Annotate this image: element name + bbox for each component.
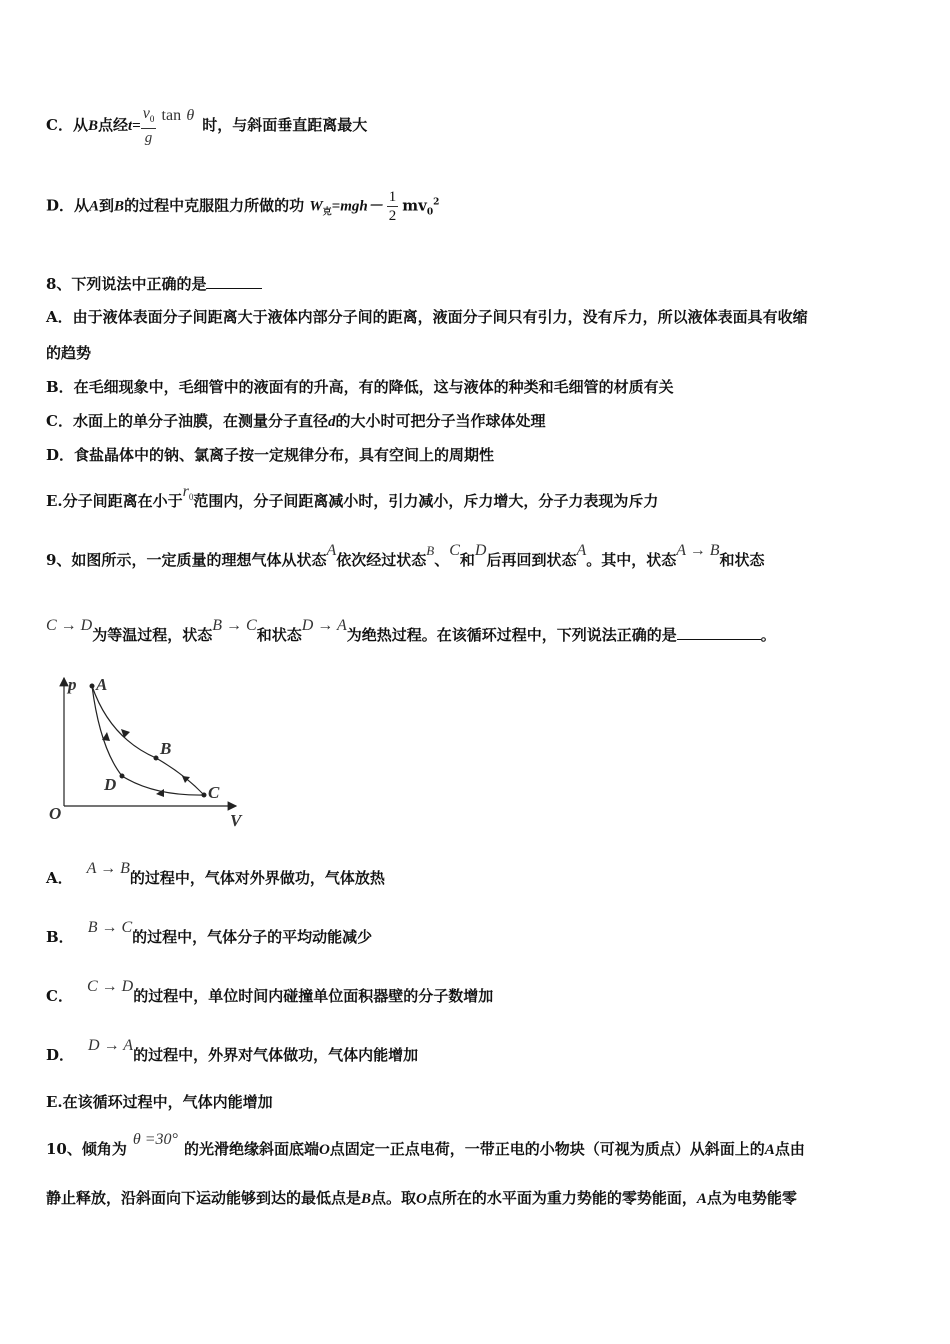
text: E.分子间距离在小于 [46, 492, 183, 510]
point-d [120, 774, 125, 779]
point-a: A [696, 1191, 707, 1207]
text: 的大小时可把分子当作球体处理 [335, 412, 546, 430]
mv-sup: 2 [433, 197, 440, 208]
text: 依次经过状态 [336, 551, 427, 569]
option-label: C．从 [46, 116, 88, 134]
text: 的过程中克服阻力所做的功 [124, 196, 305, 215]
text: 的光滑绝缘斜面底端 [183, 1140, 319, 1158]
option-label: C． [46, 987, 73, 1005]
answer-blank [206, 276, 262, 289]
q10-stem-line2 [46, 1187, 797, 1208]
mv-sub: 0 [426, 207, 434, 218]
text: 范围内，分子间距离减小时，引力减小，斥力增大，分子力表现为斥力 [193, 492, 659, 510]
point-b: B [114, 198, 125, 215]
text: 点经 [97, 116, 128, 134]
text: C．水面上的单分子油膜，在测量分子直径 [46, 412, 328, 430]
r0-sub: 0 [188, 492, 194, 502]
process-bc: B → C [87, 919, 133, 936]
pv-diagram [44, 668, 254, 833]
point-label: B [87, 118, 98, 134]
option-label: A． [46, 869, 73, 887]
time-var: t= [127, 118, 141, 134]
text: 。 [760, 626, 776, 644]
option-text: 时，与斜面垂直距离最大 [202, 116, 368, 134]
label-p: p [68, 675, 77, 694]
curve-bc [156, 758, 204, 795]
text: 到 [99, 196, 115, 215]
work-var: W [309, 198, 323, 215]
option-d-prev [46, 188, 439, 225]
option-c-prev [46, 105, 367, 147]
q8-option-e [46, 483, 659, 512]
text: 点固定一正点电荷，一带正电的小物块（可视为质点）从斜面上的 [329, 1140, 765, 1158]
point-a: A [764, 1142, 775, 1158]
q9-stem-line1 [46, 542, 765, 570]
text: 和状态 [719, 551, 765, 569]
work-sub: 克 [322, 207, 332, 218]
point-b [154, 756, 159, 761]
label-v: V [230, 811, 242, 830]
text: 和 [459, 551, 475, 569]
q8-option-a-cont: 的趋势 [46, 344, 92, 362]
point-b: B [361, 1191, 372, 1207]
state-b: B [426, 543, 435, 558]
q8-option-c [46, 410, 545, 431]
point-a [90, 684, 95, 689]
option-text: 的过程中，气体分子的平均动能减少 [132, 928, 373, 946]
answer-blank [677, 627, 761, 640]
point-o: O [416, 1191, 427, 1207]
text: 9、如图所示，一定质量的理想气体从状态 [46, 551, 327, 569]
q9-option-e: E.在该循环过程中，气体内能增加 [46, 1093, 273, 1111]
arrow-ab [121, 729, 130, 738]
option-label: D．从 [46, 196, 90, 215]
q8-option-b: B．在毛细现象中，毛细管中的液面有的升高，有的降低，这与液体的种类和毛细管的材质有关 [46, 378, 674, 396]
text: 为绝热过程。在该循环过程中，下列说法正确的是 [346, 626, 677, 644]
text: 和状态 [256, 626, 302, 644]
text: 静止释放，沿斜面向下运动能够到达的最低点是 [46, 1189, 362, 1207]
arrow-bc [182, 776, 190, 783]
fraction-half [387, 188, 399, 225]
point-c [202, 793, 207, 798]
option-label: B． [46, 928, 74, 946]
process-da: D → A [301, 617, 347, 634]
q9-option-b [46, 919, 373, 947]
process-da: D → A [88, 1037, 134, 1054]
label-c: C [208, 783, 220, 802]
text: 点由 [774, 1140, 805, 1158]
arrow-da [102, 732, 110, 741]
label-d: D [104, 775, 117, 794]
fraction-v0-g [141, 105, 157, 147]
q9-option-c [46, 978, 494, 1006]
r0-var: r [182, 483, 189, 500]
q8-option-a: A．由于液体表面分子间距离大于液体内部分子间的距离，液面分子间只有引力，没有斥力，所以液体表面具有收缩 [46, 308, 808, 326]
state-d: D [474, 542, 487, 559]
option-text: 的过程中，单位时间内碰撞单位面积器壁的分子数增加 [133, 987, 494, 1005]
label-o: O [49, 804, 62, 823]
diameter-var: d [327, 414, 336, 430]
option-text: 的过程中，外界对气体做功，气体内能增加 [133, 1046, 419, 1064]
text: 为等温过程，状态 [92, 626, 213, 644]
frac-num-sub: 0 [149, 114, 155, 124]
text: 后再回到状态 [486, 551, 577, 569]
text: 点为电势能零 [706, 1189, 797, 1207]
q10-stem-line1 [46, 1131, 805, 1159]
q8-option-d: D．食盐晶体中的钠、氯离子按一定规律分布，具有空间上的周期性 [46, 446, 495, 464]
process-cd: C → D [46, 617, 93, 634]
equation: =mgh－ [331, 198, 383, 215]
frac-den: g [144, 130, 153, 146]
question-stem: 8、下列说法中正确的是 [46, 275, 207, 293]
q9-option-a [46, 860, 385, 888]
text: 。其中，状态 [586, 551, 677, 569]
label-b: B [160, 739, 172, 758]
text: 、 [434, 551, 450, 569]
option-label: D． [46, 1046, 75, 1064]
half-num: 1 [388, 189, 397, 205]
tan-func: tan [161, 107, 182, 124]
text: 10、倾角为 [46, 1140, 127, 1158]
process-cd: C → D [86, 978, 134, 995]
text: 点。取 [371, 1189, 417, 1207]
q9-stem-line2 [46, 617, 776, 645]
state-a: A [326, 542, 337, 559]
point-a: A [89, 198, 100, 215]
state-a: A [576, 542, 587, 559]
point-o: O [318, 1142, 330, 1158]
theta-equation: θ =30° [132, 1131, 178, 1148]
text: 点所在的水平面为重力势能的零势能面， [426, 1189, 697, 1207]
curve-ab [92, 686, 156, 758]
frac-num: v [142, 105, 150, 122]
process-bc: B → C [212, 617, 257, 634]
process-ab: A → B [86, 860, 130, 877]
state-c: C [449, 542, 460, 559]
option-text: 的过程中，气体对外界做功，气体放热 [129, 869, 385, 887]
half-den: 2 [388, 208, 397, 224]
q9-option-d [46, 1037, 419, 1065]
mv: mv [402, 196, 427, 215]
label-a: A [96, 675, 108, 694]
process-ab: A → B [676, 542, 720, 559]
q8-stem [46, 273, 262, 294]
theta: θ [186, 107, 195, 124]
